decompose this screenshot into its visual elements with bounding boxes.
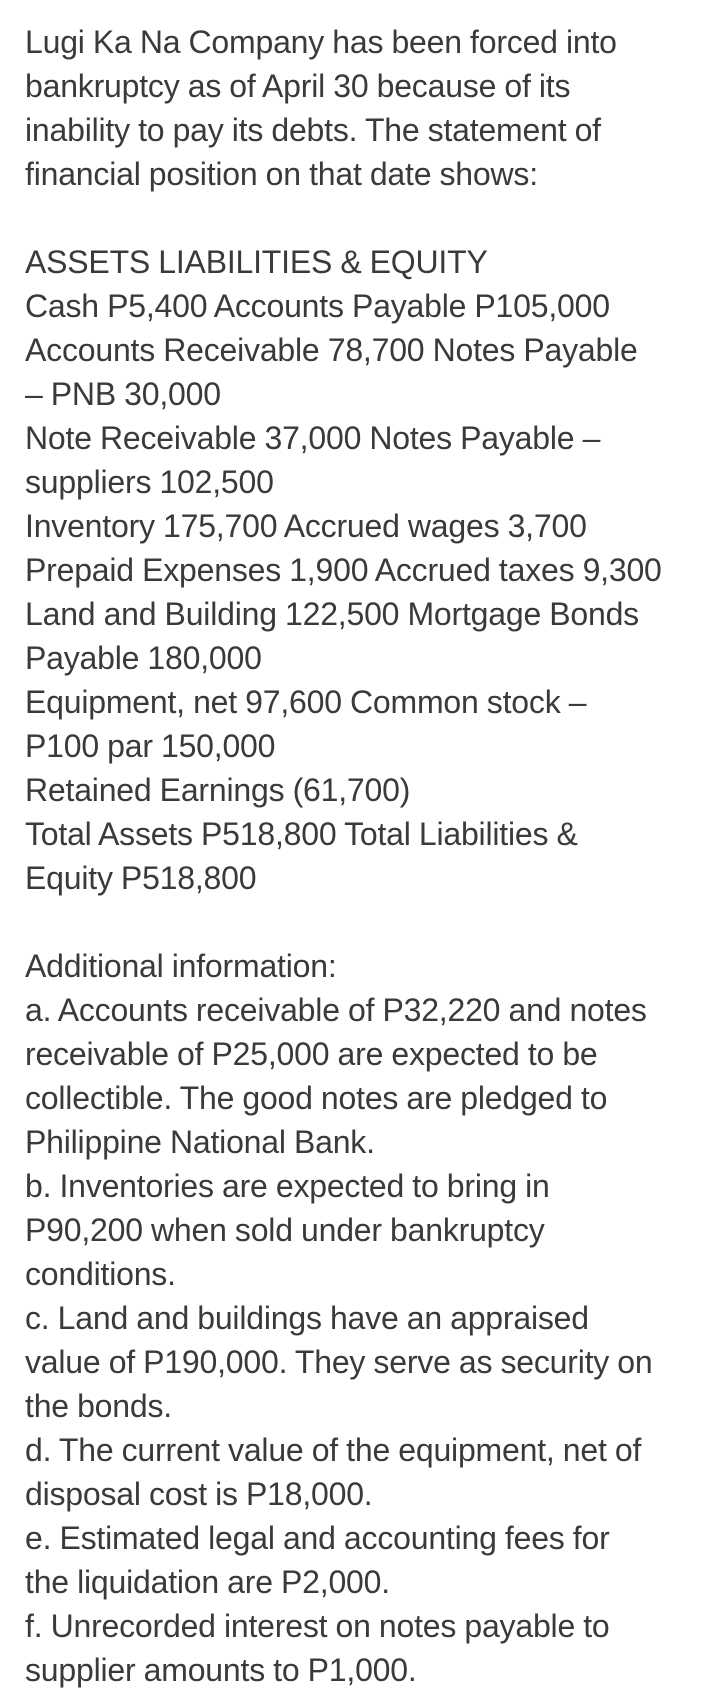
paragraph-gap <box>25 900 699 944</box>
info-line: conditions. <box>25 1256 176 1292</box>
intro-paragraph <box>25 20 699 196</box>
statement-line: Equity P518,800 <box>25 860 257 896</box>
text-line: bankruptcy as of April 30 because of its <box>25 68 571 104</box>
info-line: collectible. The good notes are pledged to <box>25 1080 608 1116</box>
statement-heading: ASSETS LIABILITIES & EQUITY <box>25 244 488 280</box>
info-line: P90,200 when sold under bankruptcy <box>25 1212 545 1248</box>
info-line: c. Land and buildings have an appraised <box>25 1300 589 1336</box>
statement-line: Accounts Receivable 78,700 Notes Payable <box>25 332 638 368</box>
text-line: Lugi Ka Na Company has been forced into <box>25 24 617 60</box>
text-line: inability to pay its debts. The statement of <box>25 112 601 148</box>
additional-heading: Additional information: <box>25 948 337 984</box>
info-line: the liquidation are P2,000. <box>25 1564 390 1600</box>
statement-line: Cash P5,400 Accounts Payable P105,000 <box>25 288 610 324</box>
statement-line: Retained Earnings (61,700) <box>25 772 411 808</box>
additional-information <box>25 944 699 1692</box>
statement-line: P100 par 150,000 <box>25 728 276 764</box>
info-line: the bonds. <box>25 1388 172 1424</box>
paragraph-gap <box>25 196 699 240</box>
statement-line: Total Assets P518,800 Total Liabilities & <box>25 816 578 852</box>
statement-line: Inventory 175,700 Accrued wages 3,700 <box>25 508 587 544</box>
info-line: b. Inventories are expected to bring in <box>25 1168 550 1204</box>
statement-line: Payable 180,000 <box>25 640 262 676</box>
info-line: supplier amounts to P1,000. <box>25 1652 417 1688</box>
statement-line: – PNB 30,000 <box>25 376 221 412</box>
info-line: receivable of P25,000 are expected to be <box>25 1036 598 1072</box>
statement-line: Prepaid Expenses 1,900 Accrued taxes 9,300 <box>25 552 662 588</box>
statement-line: Equipment, net 97,600 Common stock – <box>25 684 587 720</box>
financial-statement <box>25 240 699 900</box>
text-line: financial position on that date shows: <box>25 156 538 192</box>
info-line: value of P190,000. They serve as security on <box>25 1344 653 1380</box>
info-line: e. Estimated legal and accounting fees for <box>25 1520 610 1556</box>
info-line: f. Unrecorded interest on notes payable to <box>25 1608 610 1644</box>
info-line: d. The current value of the equipment, net of <box>25 1432 642 1468</box>
statement-line: Land and Building 122,500 Mortgage Bonds <box>25 596 639 632</box>
statement-line: Note Receivable 37,000 Notes Payable – <box>25 420 601 456</box>
info-line: Philippine National Bank. <box>25 1124 375 1160</box>
info-line: a. Accounts receivable of P32,220 and notes <box>25 992 647 1028</box>
statement-line: suppliers 102,500 <box>25 464 274 500</box>
info-line: disposal cost is P18,000. <box>25 1476 373 1512</box>
